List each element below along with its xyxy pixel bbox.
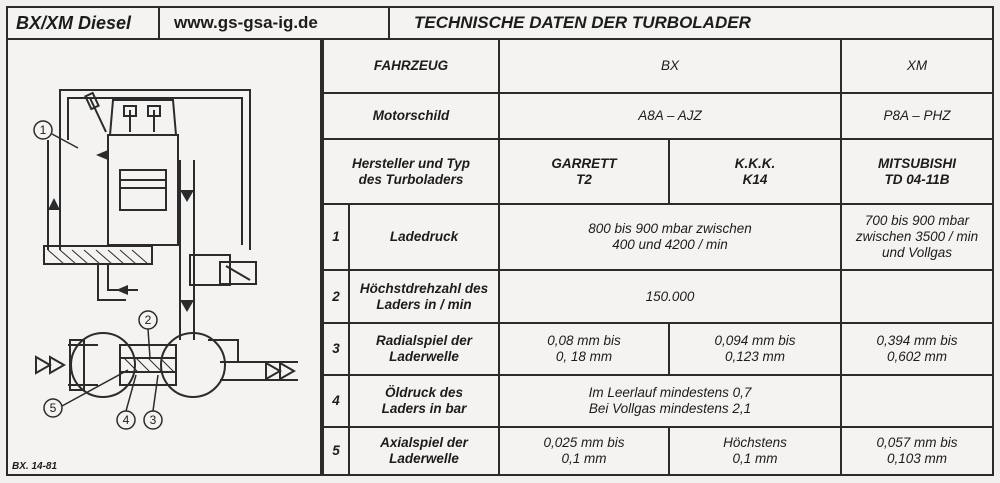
value-line-1: Höchstens (723, 435, 787, 450)
xm-axialspiel (842, 428, 992, 474)
row-number: 1 (332, 229, 340, 244)
specs-table (322, 40, 992, 474)
turbo-diagram (8, 40, 322, 474)
kkk-type: K14 (742, 171, 768, 187)
callout-5: 5 (49, 401, 57, 415)
value-line-2: 0,1 mm (732, 451, 778, 466)
xm-ladedruck-line-1: 700 bis 900 mbar (864, 213, 970, 228)
bx-oeldruck (500, 376, 840, 426)
xm-column-header: XM (906, 58, 928, 73)
xm-ladedruck-line-2: zwischen 3500 / min (855, 229, 979, 244)
label-line-1: Axialspiel der (380, 435, 468, 450)
value-line-1: 0,08 mm bis (547, 333, 621, 348)
label-line-2: Laderwelle (389, 451, 459, 466)
row-label-ladedruck: Ladedruck (389, 229, 459, 244)
value-line-2: 0,103 mm (886, 451, 948, 466)
value-line-2: 0,602 mm (886, 349, 948, 364)
garrett-header (500, 140, 668, 203)
label-line-1: Radialspiel der (375, 333, 473, 348)
model-title: BX/XM Diesel (8, 8, 160, 38)
row-number: 2 (332, 288, 340, 304)
xm-radialspiel (842, 324, 992, 374)
label-line-1: Höchstdrehzahl des (359, 280, 489, 296)
header-bar (8, 8, 992, 40)
kkk-header (670, 140, 840, 203)
garrett-axialspiel (500, 428, 668, 474)
turbocharger-illustration (8, 40, 320, 474)
bx-ladedruck (500, 205, 840, 269)
label-line-2: Laders in bar (381, 401, 467, 416)
row-label-oeldruck (350, 376, 498, 426)
value-line-2: 0,1 mm (561, 451, 607, 466)
xm-ladedruck-line-3: und Vollgas (881, 245, 953, 260)
value-line-2: 0, 18 mm (555, 349, 613, 364)
fahrzeug-label: FAHRZEUG (373, 58, 449, 73)
callout-3: 3 (149, 413, 157, 427)
callout-2: 2 (144, 313, 152, 327)
callout-1: 1 (39, 123, 47, 137)
hersteller-line-1: Hersteller und Typ (351, 155, 471, 171)
row-number: 5 (332, 443, 340, 458)
xm-engine-code: P8A – PHZ (883, 108, 951, 123)
hersteller-line-2: des Turboladers (358, 171, 464, 187)
row-number: 4 (332, 393, 340, 408)
motorschild-label: Motorschild (372, 108, 450, 123)
label-line-2: Laders in / min (376, 296, 472, 312)
mitsubishi-type: TD 04-11B (884, 171, 950, 187)
callout-4: 4 (122, 413, 130, 427)
bx-column-header: BX (660, 58, 679, 73)
row-label-hoechstdrehzahl (350, 271, 498, 322)
bx-ladedruck-line-1: 800 bis 900 mbar zwischen (588, 221, 752, 236)
row-label-axialspiel (350, 428, 498, 474)
bx-ladedruck-line-2: 400 und 4200 / min (612, 237, 728, 252)
figure-reference: BX. 14-81 (12, 461, 58, 472)
website-link[interactable]: www.gs-gsa-ig.de (160, 8, 390, 38)
value-line-1: Im Leerlauf mindestens 0,7 (588, 385, 752, 400)
mitsubishi-header (842, 140, 992, 203)
row-label-radialspiel (350, 324, 498, 374)
value-line-2: 0,123 mm (724, 349, 786, 364)
value-line-1: 0,394 mm bis (876, 333, 958, 348)
kkk-axialspiel (670, 428, 840, 474)
spec-sheet (6, 6, 994, 476)
garrett-type: T2 (576, 171, 592, 187)
value-line-1: 0,094 mm bis (714, 333, 796, 348)
value-line-2: Bei Vollgas mindestens 2,1 (588, 401, 752, 416)
row-number: 3 (332, 341, 340, 356)
label-line-1: Öldruck des (384, 385, 464, 400)
label-line-2: Laderwelle (389, 349, 459, 364)
xm-ladedruck (842, 205, 992, 269)
mitsubishi-name: MITSUBISHI (877, 155, 956, 171)
kkk-name: K.K.K. (734, 155, 776, 171)
bx-hoechstdrehzahl: 150.000 (645, 288, 695, 304)
hersteller-label (324, 140, 498, 203)
garrett-radialspiel (500, 324, 668, 374)
garrett-name: GARRETT (551, 155, 617, 171)
page-title: TECHNISCHE DATEN DER TURBOLADER (414, 13, 751, 32)
value-line-1: 0,025 mm bis (543, 435, 625, 450)
value-line-1: 0,057 mm bis (876, 435, 958, 450)
kkk-radialspiel (670, 324, 840, 374)
bx-engine-code: A8A – AJZ (638, 108, 702, 123)
